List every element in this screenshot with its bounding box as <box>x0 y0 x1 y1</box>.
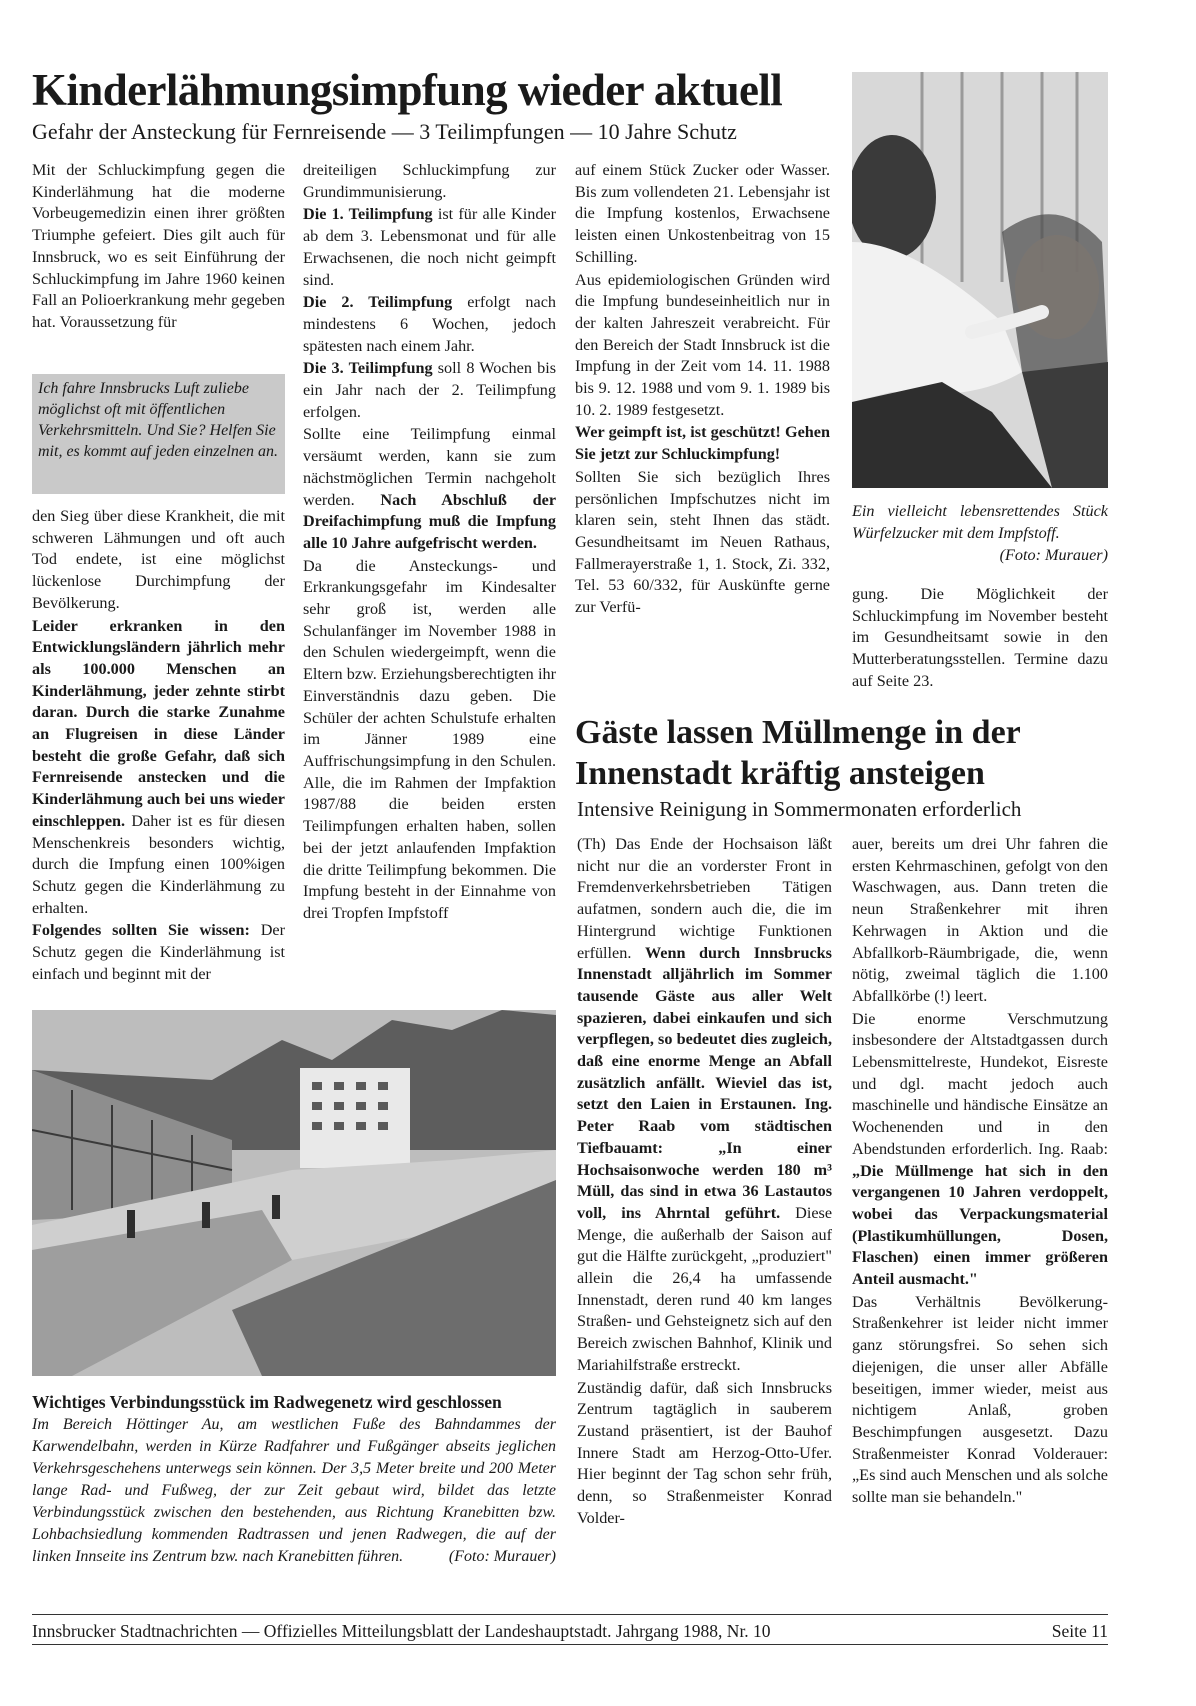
bold-paragraph: Wer geimpft ist, ist geschützt! Gehen Sie jetzt zur Schluckimpfung! <box>575 423 830 464</box>
body-paragraph: dreiteiligen Schluckimpfung zur Grundimmunisierung. <box>303 161 556 201</box>
body-paragraph: Sollten Sie sich bezüglich Ihres persönlichen Impfschutzes nicht im klaren sein, steht Ihnen das städt. Gesundheitsamt im Neuen Rathaus, Fallmerayerstraße 1, 1. Stock, Zi. 332, Tel. 53 60/332, für Auskünfte gerne zur Verfü- <box>575 467 830 617</box>
photo-caption <box>852 500 1108 566</box>
article-column-1b <box>32 506 285 999</box>
vaccination-photo <box>852 72 1108 488</box>
body-paragraph <box>32 616 285 920</box>
photo-credit: (Foto: Murauer) <box>999 546 1108 564</box>
body-text: Die enorme Verschmutzung insbesondere der Altstadtgassen durch Lebensmittelreste, Hundekot, Eisreste und dgl. macht jedoch auch maschinelle und händische Einsätze an Wochenenden und in den Abendstunden erforderlich. Ing. Raab: <box>852 1009 1108 1158</box>
photo-caption-title: Wichtiges Verbindungsstück im Radwegenetz wird geschlossen <box>32 1392 502 1412</box>
caption-text: Ein vielleicht lebensrettendes Stück Würfelzucker mit dem Impfstoff. <box>852 502 1108 542</box>
body-paragraph: Zuständig dafür, daß sich Innsbrucks Zentrum tagtäglich in sauberem Zustand präsentiert, ist der Bauhof Innere Stadt am Herzog-Otto-Ufer. Hier beginnt der Tag schon sehr früh, denn, so Straßenmeister Konrad Volder- <box>577 1378 832 1527</box>
body-text: (Th) Das Ende der Hochsaison läßt nicht nur die an vorderster Front in Fremdenverkehrsbetrieben Tätigen aufatmen, sondern auch die, die im Hintergrund wichtige Funktionen erfüllen. <box>577 835 832 962</box>
article-column-2 <box>303 160 556 999</box>
body-paragraph <box>32 920 285 985</box>
body-paragraph: Aus epidemiologischen Gründen wird die Impfung bundeseinheitlich nur in der kalten Jahreszeit verabreicht. Für den Bereich der Stadt Innsbruck ist die Impfung in der Zeit vom 14. 11. 1988 bis 9. 12. 1988 und vom 9. 1. 1989 bis 10. 2. 1989 festgesetzt. <box>575 270 830 419</box>
bold-lead: Folgendes sollten Sie wissen: <box>32 921 250 940</box>
article2-column-1 <box>577 834 832 1596</box>
caption-text: Im Bereich Höttinger Au, am westlichen Fuße des Bahndammes der Karwendelbahn, werden in Kürze Radfahrer und Fußgänger abseits jeglichen Verkehrsgeschehens unterwegs sein können. Der 3,5 Meter breite und 200 Meter lange Rad- und Fußweg, der zur Zeit gebaut wird, bildet das letzte Verbindungsstück zwischen den bestehenden, aus Richtung Kranebitten bzw. Lohbachsiedlung kommenden Radtrassen und jenen Radwegen, die auf der linken Innseite ins Zentrum bzw. nach Kranebitten führen. <box>32 1416 556 1565</box>
article-column-3 <box>575 160 830 695</box>
bold-lead: Die 2. Teilimpfung <box>303 293 453 312</box>
bike-path-photo-art <box>32 1010 556 1376</box>
body-paragraph <box>303 358 556 423</box>
bold-text: Wenn durch Innsbrucks Innenstadt alljährlich im Sommer tausende Gäste aus aller Welt spazieren, dabei einkaufen und sich verpflegen, so bedeutet dies zugleich, daß eine enorme Menge an Abfall zusätzlich anfällt. Wieviel das ist, setzt den Laien in Erstaunen. Ing. Peter Raab vom städtischen Tiefbauamt: „In einer Hochsaisonwoche werden 180 m³ Müll, das sind in etwa 36 Lastautos voll, ins Ahrntal geführt. <box>577 943 832 1222</box>
bold-lead: Die 1. Teilimpfung <box>303 205 433 224</box>
body-text: soll 8 Wochen bis ein Jahr nach der 2. Teilimpfung erfolgen. <box>303 359 556 421</box>
bold-text: „Die Müllmenge hat sich in den vergangenen 10 Jahren verdoppelt, wobei das Verpackungsmaterial (Plastikumhüllungen, Dosen, Flaschen) einen immer größeren Anteil ausmacht." <box>852 1161 1108 1289</box>
footer-bottom-rule <box>32 1644 1108 1645</box>
body-text: erfolgt nach mindestens 6 Wochen, jedoch spätesten nach einem Jahr. <box>303 293 556 355</box>
callout-text: Ich fahre Innsbrucks Luft zuliebe möglichst oft mit öffentlichen Verkehrsmitteln. Und Sie? Helfen Sie mit, es kommt auf jeden einzelnen an. <box>38 380 278 460</box>
body-paragraph <box>303 292 556 357</box>
body-paragraph: Mit der Schluckimpfung gegen die Kinderlähmung hat die moderne Vorbeugemedizin einen ihrer größten Triumphe gefeiert. Dies gilt auch für Innsbruck, wo es seit Einführung der Schluckimpfung im Jahre 1960 keinen Fall an Polioerkrankung mehr gegeben hat. Voraussetzung für <box>32 161 285 331</box>
article2-column-2 <box>852 834 1108 1596</box>
footer-publication: Innsbrucker Stadtnachrichten — Offizielles Mitteilungsblatt der Landeshauptstadt. Jahrgang 1988, Nr. 10 <box>32 1621 771 1641</box>
body-paragraph: auer, bereits um drei Uhr fahren die ersten Kehrmaschinen, gefolgt von den Waschwagen, aus. Dann treten die neun Straßenkehrer mit ihren Kehrwagen in Aktion und die Abfallkorb-Räumbrigade, die, wenn nötig, zweimal täglich die 1.100 Abfallkörbe (!) leert. <box>852 835 1108 1005</box>
body-text: Daher ist es für diesen Menschenkreis besonders wichtig, durch die Impfung einen 100%igen Schutz gegen die Kinderlähmung zu erhalten. <box>32 811 285 917</box>
photo-credit: (Foto: Murauer) <box>448 1548 556 1565</box>
body-text: ist für alle Kinder ab dem 3. Lebensmonat und für alle Erwachsenen, die noch nicht geimpft sind. <box>303 205 556 289</box>
article-subheadline: Gefahr der Ansteckung für Fernreisende — 3 Teilimpfungen — 10 Jahre Schutz <box>32 119 737 144</box>
bold-lead: Die 3. Teilimpfung <box>303 359 433 378</box>
article-headline-2: Gäste lassen Müllmenge in der Innenstadt kräftig ansteigen <box>575 714 1021 792</box>
bold-text: Nach Abschluß der Dreifachimpfung muß die Impfung alle 10 Jahre aufgefrischt werden. <box>303 490 556 552</box>
article-headline: Kinderlähmungsimpfung wieder aktuell <box>32 65 783 115</box>
body-paragraph: Das Verhältnis Bevölkerung-Straßenkehrer ist leider nicht immer ganz störungsfrei. So sehen sich diejenigen, die unser aller Abfälle beseitigen, immer wieder, meist aus nichtigem Anlaß, groben Beschimpfungen ausgesetzt. Dazu Straßenmeister Konrad Volderauer: „Es sind auch Menschen und als solche sollte man sie behandeln." <box>852 1292 1108 1507</box>
body-paragraph: gung. Die Möglichkeit der Schluckimpfung im November besteht im Gesundheitsamt sowie in den Mutterberatungsstellen. Termine dazu auf Seite 23. <box>852 585 1108 690</box>
vaccination-photo-art <box>852 72 1108 488</box>
body-paragraph: den Sieg über diese Krankheit, die mit schweren Lähmungen und oft auch Tod endete, ist eine möglichst lückenlose Durchimpfung der Bevölkerung. <box>32 507 285 612</box>
article-column-1a <box>32 160 285 362</box>
body-paragraph <box>577 834 832 1377</box>
bike-path-photo <box>32 1010 556 1376</box>
body-text: Der Schutz gegen die Kinderlähmung ist einfach und beginnt mit der <box>32 921 285 983</box>
body-paragraph <box>303 204 556 291</box>
photo-caption-text <box>32 1414 556 1568</box>
body-paragraph: Da die Ansteckungs- und Erkrankungsgefahr im Kindesalter sehr groß ist, werden alle Schulanfänger im November 1988 in den Schulen wiedergeimpft, wenn die Eltern bzw. Erziehungsberechtigten ihr Einverständnis dazu geben. Die Schüler der achten Schulstufe erhalten im Jänner 1989 eine Auffrischungsimpfung in den Schulen. Alle, die im Rahmen der Impfaktion 1987/88 die beiden ersten Teilimpfungen erhalten haben, sollen bei der jetzt anlaufenden Impfaktion die dritte Teilimpfung bekommen. Die Impfung besteht in der Einnahme von drei Tropfen Impfstoff <box>303 556 556 922</box>
footer-top-rule <box>32 1614 1108 1615</box>
article-subheadline-2: Intensive Reinigung in Sommermonaten erforderlich <box>577 797 1022 821</box>
body-text: Diese Menge, die außerhalb der Saison auf gut die Hälfte zurückgeht, „produziert" allein die 26,4 ha umfassende Innenstadt, deren rund 40 km langes Straßen- und Gehsteignetz sich auf den Bereich zwischen Bahnhof, Klinik und Mariahilfstraße erstreckt. <box>577 1203 832 1374</box>
footer-page-number: Seite 11 <box>1051 1621 1108 1641</box>
body-paragraph <box>852 1009 1108 1291</box>
callout-box <box>32 374 285 494</box>
body-paragraph <box>303 424 556 554</box>
bold-text: Leider erkranken in den Entwicklungsländern jährlich mehr als 100.000 Menschen an Kinderlähmung, jeder zehnte stirbt daran. Durch die starke Zunahme an Flugreisen in diese Länder besteht die große Gefahr, daß sich Fernreisende anstecken und die Kinderlähmung auch bei uns wieder einschleppen. <box>32 616 285 830</box>
body-paragraph: auf einem Stück Zucker oder Wasser. Bis zum vollendeten 21. Lebensjahr ist die Impfung kostenlos, Erwachsene leisten einen Unkostenbeitrag von 15 Schilling. <box>575 161 830 266</box>
article-column-4a <box>852 584 1108 694</box>
body-text: Sollte eine Teilimpfung einmal versäumt werden, kann sie zum nächstmöglichen Termin nachgeholt werden. <box>303 425 556 509</box>
